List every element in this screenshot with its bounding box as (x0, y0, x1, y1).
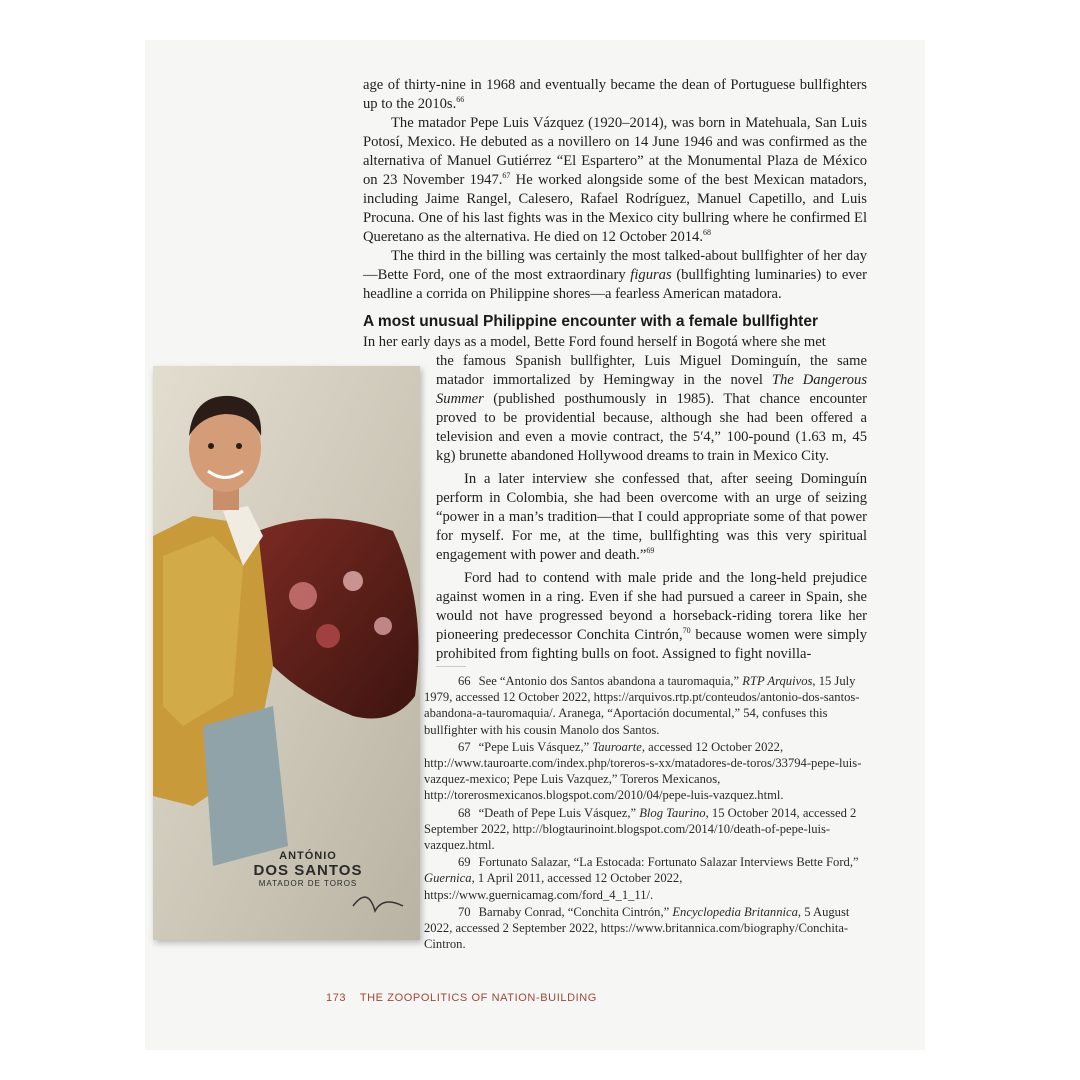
section-paragraph-3 (436, 569, 867, 664)
footnote-ref-69: 69 (646, 546, 655, 556)
footnote-text: “Death of Pepe Luis Vásquez,” (478, 805, 640, 820)
footnote-69 (424, 854, 869, 903)
page-number: 173 (326, 992, 347, 1004)
intro-text (363, 76, 867, 304)
footnote-number: 69 (458, 855, 471, 870)
footnote-ref-68: 68 (703, 228, 711, 238)
footnote-number: 70 (458, 904, 471, 919)
footnote-number: 68 (458, 805, 471, 820)
footnote-ref-67: 67 (502, 171, 511, 181)
footnote-67 (424, 739, 869, 804)
footnote-70 (424, 904, 869, 953)
poster-title: MATADOR DE TOROS (258, 879, 358, 888)
footnote-text: , 1 April 2011, accessed 12 October 2022, https://www.guernicamag.com/ford_4_1_11/. (424, 871, 683, 902)
footnote-ref-66: 66 (456, 95, 465, 105)
footnote-68 (424, 805, 869, 854)
poster-first-name: ANTÓNIO (279, 850, 337, 862)
footnote-source-italic: Encyclopedia Britannica (672, 904, 798, 919)
footnote-ref-70: 70 (682, 626, 691, 636)
running-head: THE ZOOPOLITICS OF NATION-BUILDING (359, 992, 597, 1004)
page-footer (326, 992, 597, 1004)
footnote-source-italic: Blog Taurino (639, 805, 706, 820)
intro-p1-text: age of thirty-nine in 1968 and eventually became the dean of Portuguese bullfighters up to the 2010s. (363, 77, 867, 112)
footnote-text: , 15 October 2014, accessed 2 September 2022, http://blogtaurinoint.blogspot.com/2014/10/death-of-pepe-luis-vazquez.html. (424, 805, 857, 853)
footnote-text: Barnaby Conrad, “Conchita Cintrón,” (478, 904, 673, 919)
intro-p3b-text: (bullfighting luminaries) to ever headline a corrida on Philippine shores—a fearless American matadora. (363, 267, 868, 302)
section-p1b-text: (published posthumously in 1985). That chance encounter proved to be providential because, although she had been offered a television and even a movie contract, the 5′4,” 100-pound (1.63 m, 45 kg) brunette abandoned Hollywood dreams to train in Mexico City. (436, 391, 867, 464)
footnote-number: 67 (458, 739, 471, 754)
footnote-source-italic: RTP Arquivos (742, 674, 813, 688)
section-heading: A most unusual Philippine encounter with a female bullfighter (363, 313, 818, 330)
book-title-italic: The Dangerous Summer (436, 372, 868, 407)
section-body (436, 352, 867, 664)
intro-paragraph-3 (363, 247, 867, 304)
section-p3b-text: because women were simply prohibited from fighting bulls on foot. Assigned to fight novilla- (436, 627, 867, 662)
section-p1a-text: the famous Spanish bullfighter, Luis Miguel Dominguín, the same matador immortalized by Hemingway in the novel (436, 353, 867, 388)
section-p3a-text: Ford had to contend with male pride and the long-held prejudice against women in a ring. Even if she had pursued a career in Spain, she would not have progressed beyond a horseback-riding torera like her pioneering predecessor Conchita Cintrón, (436, 570, 867, 643)
matador-poster-image (153, 366, 420, 940)
footnotes (424, 673, 869, 953)
footnote-text: “Pepe Luis Vásquez,” (478, 739, 593, 754)
intro-paragraph-1 (363, 76, 867, 114)
poster-surname: DOS SANTOS (253, 862, 363, 879)
intro-p2b-text: He worked alongside some of the best Mexican matadors, including Jaime Rangel, Calesero, Rafael Rodríguez, Manuel Capetillo, and Luis Procuna. One of his last fights was in the Mexico city bullring where he confirmed El Queretano as the alternativa. He died on 12 October 2014. (363, 172, 867, 245)
intro-p3a-text: The third in the billing was certainly the most talked-about bullfighter of her day—Bette Ford, one of the most extraordinary (363, 248, 867, 283)
intro-paragraph-2 (363, 114, 867, 247)
footnote-text: See “Antonio dos Santos abandona a tauromaquia,” (478, 674, 743, 688)
footnote-66 (424, 673, 869, 738)
footnote-divider (436, 666, 466, 667)
footnote-source-italic: Tauroarte (592, 739, 642, 754)
poster-caption (213, 850, 403, 888)
intro-p2-text: The matador Pepe Luis Vázquez (1920–2014), was born in Matehuala, San Luis Potosí, Mexico. He debuted as a novillero on 14 June 1946 and was confirmed as the alternativa of Manuel Gutiérrez “El Espartero” at the Monumental Plaza de México on 23 November 1947. (363, 115, 867, 188)
section-lead-line: In her early days as a model, Bette Ford found herself in Bogotá where she met (363, 334, 826, 350)
intro-p3-italic: figuras (630, 267, 672, 283)
footnote-text: Fortunato Salazar, “La Estocada: Fortunato Salazar Interviews Bette Ford,” (478, 855, 859, 870)
section-p2-text: In a later interview she confessed that, after seeing Dominguín perform in Colombia, she had been overcome with an urge of seizing “power in a man’s tradition—that I could appropriate some of that power for myself. For me, at the time, bullfighting was this very spiritual engagement with power and death.” (436, 471, 867, 563)
section-paragraph-2 (436, 470, 867, 565)
footnote-text: , accessed 12 October 2022, http://www.tauroarte.com/index.php/toreros-s-xx/matadores-de-toros/33794-pepe-luis-vazquez-mexico; Pepe Luis Vazquez,” Toreros Mexicanos, http://torerosmexicanos.blogspot.com/2010/04/pepe-luis-vazquez.html. (424, 739, 862, 803)
section-paragraph-1 (436, 352, 867, 466)
footnote-text: , 5 August 2022, accessed 2 September 2022, https://www.britannica.com/biography/Conchita-Cintron. (424, 904, 850, 952)
footnote-text: , 15 July 1979, accessed 12 October 2022, https://arquivos.rtp.pt/conteudos/antonio-dos-santos-abandona-a-tauromaquia/. Aranega, “Aportación documental,” 54, confuses this bullfighter with his cousin Manolo dos Santos. (424, 674, 860, 737)
footnote-source-italic: Guernica (424, 871, 472, 886)
footnote-number: 66 (458, 674, 471, 688)
